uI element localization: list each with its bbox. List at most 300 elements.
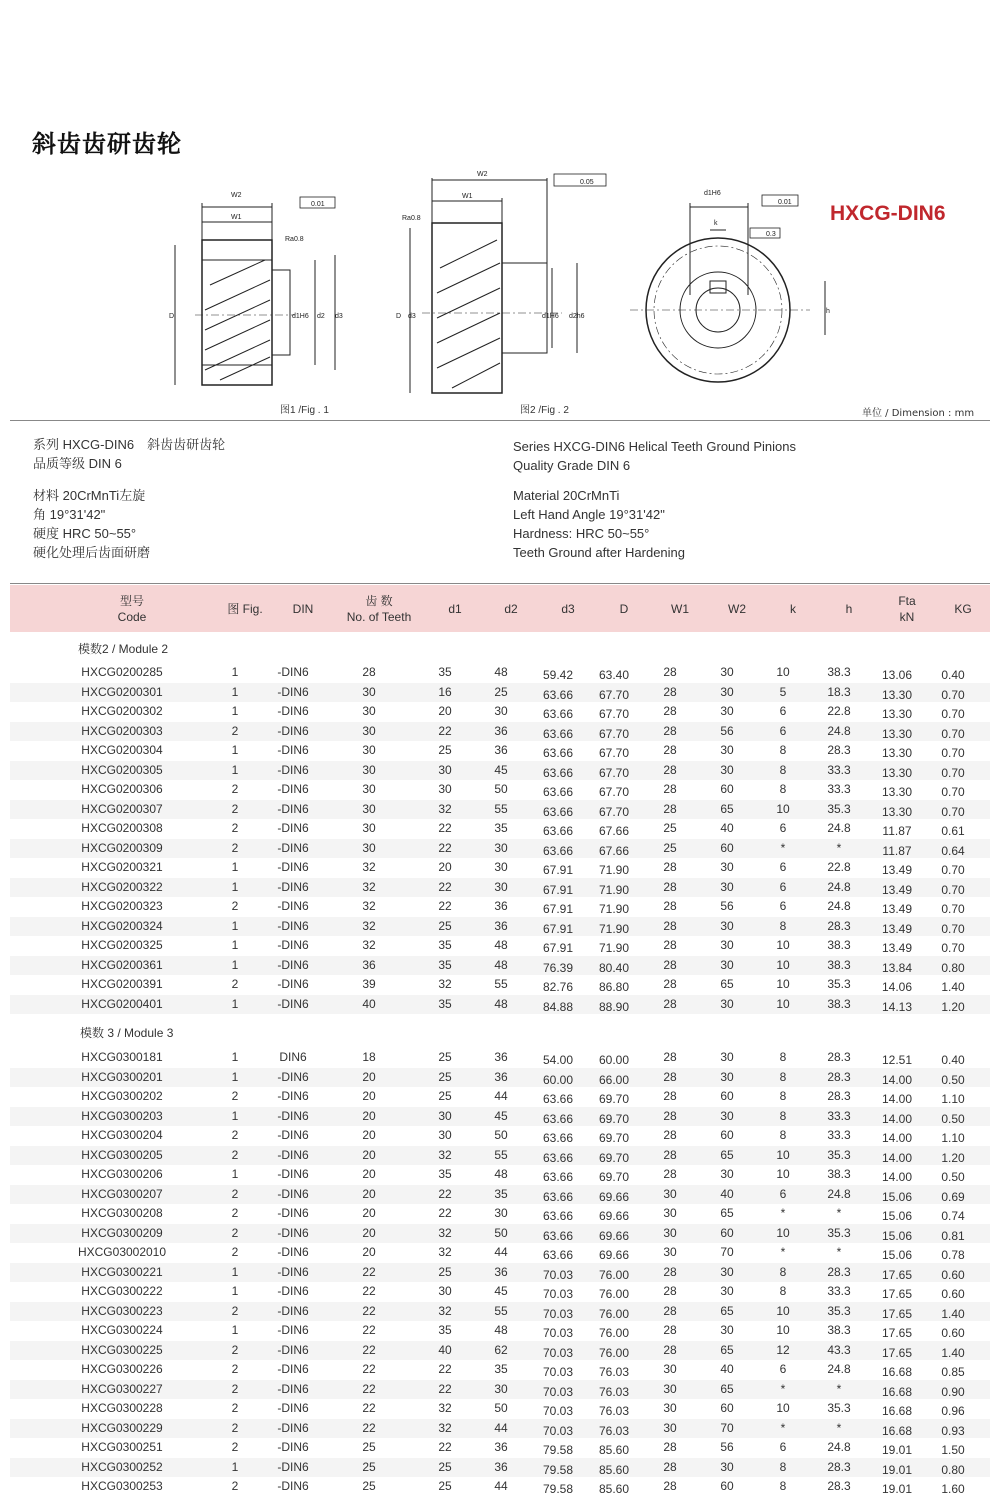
table-row (10, 956, 990, 976)
table-row (10, 663, 990, 683)
table-row (10, 1224, 990, 1244)
table-cell: 1 (231, 743, 239, 757)
table-cell: 76.00 (598, 1326, 630, 1340)
fig1-D-label: D (169, 313, 175, 320)
table-cell: 70.03 (542, 1404, 574, 1418)
table-cell: 22 (362, 1342, 376, 1357)
dimension-unit: 单位 / Dimension : mm (862, 408, 975, 419)
table-cell: -DIN6 (277, 723, 309, 738)
table-cell: 0.50 (941, 1170, 965, 1184)
table-cell: 22 (438, 1206, 452, 1220)
table-cell: 35 (438, 957, 452, 972)
table-cell: 0.60 (941, 1267, 965, 1282)
table-cell: 28 (663, 1303, 677, 1318)
table-cell: 60 (720, 1401, 734, 1415)
column-header-label: W2 (728, 601, 746, 616)
table-cell: 2 (231, 1381, 239, 1396)
table-row (10, 1282, 990, 1302)
table-cell: 28 (663, 1459, 677, 1474)
table-row (10, 1087, 990, 1107)
table-cell: 17.65 (881, 1326, 913, 1340)
spec-cn-line: 材料 20CrMnTi左旋 (33, 488, 146, 503)
table-cell: 30 (438, 1128, 452, 1142)
table-row (10, 683, 990, 703)
table-cell: 59.42 (542, 668, 574, 682)
fig3-k-label: k (714, 220, 718, 227)
table-cell: 60 (720, 840, 734, 855)
table-cell: 13.30 (881, 765, 913, 780)
table-cell: 63.66 (542, 804, 574, 819)
fig2-d1-label: d1H6 (542, 313, 559, 320)
table-cell: -DIN6 (277, 977, 309, 991)
table-cell: 22 (362, 1420, 376, 1435)
table-cell: 67.70 (598, 785, 630, 799)
table-cell: 22 (362, 1284, 376, 1298)
table-cell: 45 (494, 1108, 508, 1123)
table-cell: 76.03 (598, 1384, 630, 1399)
fig2-w1-label: W1 (462, 193, 473, 200)
table-cell: 0.61 (941, 824, 965, 838)
table-cell: 15.06 (881, 1209, 913, 1223)
table-cell: 32 (438, 1420, 452, 1435)
table-cell: 20 (362, 1069, 376, 1084)
table-cell: 40 (720, 821, 734, 835)
column-header-sublabel: Code (117, 609, 147, 624)
table-cell: DIN6 (279, 1050, 307, 1064)
table-cell: 30 (720, 1108, 734, 1123)
table-cell: 25 (438, 1479, 452, 1493)
table-cell: 80.40 (598, 960, 630, 975)
fig2-d2-label: d2h6 (569, 313, 585, 320)
table-cell: 11.87 (882, 824, 912, 838)
table-cell: 44 (494, 1089, 508, 1103)
table-cell: 71.90 (598, 921, 630, 936)
table-cell: 6 (779, 879, 787, 894)
table-cell: 6 (779, 899, 787, 913)
table-cell: 2 (231, 1440, 239, 1454)
table-cell: 10 (776, 1225, 790, 1240)
column-header-label: d1 (448, 601, 462, 616)
table-cell: 30 (438, 1108, 452, 1123)
table-cell: 30 (720, 918, 734, 933)
table-cell: HXCG0200309 (81, 840, 163, 855)
table-cell: 67.91 (542, 882, 574, 897)
table-cell: 14.06 (881, 980, 913, 994)
spec-en-line: Material 20CrMnTi (513, 488, 620, 503)
column-header (655, 585, 705, 632)
table-cell: 50 (494, 1401, 508, 1415)
table-cell: 2 (231, 977, 239, 991)
table-cell: 0.90 (941, 1384, 965, 1399)
table-cell: * (780, 840, 786, 855)
table-cell: 55 (494, 1303, 508, 1318)
table-cell: 10 (776, 1401, 790, 1415)
table-cell: 24.8 (827, 1362, 851, 1376)
table-cell: 30 (720, 1069, 734, 1084)
table-cell: 28 (663, 899, 677, 913)
table-cell: 25 (438, 918, 452, 933)
table-cell: 13.49 (881, 863, 913, 877)
table-cell: 0.81 (941, 1228, 965, 1243)
column-header (72, 585, 192, 632)
table-cell: 20 (362, 1206, 376, 1220)
table-cell: 0.70 (941, 687, 965, 702)
table-cell: 1 (231, 1264, 239, 1279)
table-cell: 0.60 (941, 1326, 965, 1340)
table-cell: 22 (362, 1323, 376, 1337)
table-cell: 50 (494, 1128, 508, 1142)
table-cell: -DIN6 (277, 860, 309, 874)
table-cell: HXCG0300252 (81, 1459, 163, 1474)
table-cell: 28 (663, 1284, 677, 1298)
table-cell: 36 (494, 1264, 508, 1279)
table-cell: HXCG0300225 (81, 1342, 163, 1357)
table-cell: 25 (362, 1459, 376, 1474)
table-cell: 70.03 (542, 1326, 574, 1340)
table-cell: HXCG0300208 (81, 1206, 163, 1220)
table-cell: 8 (779, 1089, 787, 1103)
table-cell: 18.3 (827, 684, 851, 699)
table-cell: 76.03 (598, 1365, 630, 1379)
table-cell: -DIN6 (277, 840, 309, 855)
table-cell: 86.80 (598, 980, 630, 994)
table-cell: HXCG0300204 (81, 1128, 163, 1142)
table-cell: 48 (494, 957, 508, 972)
table-cell: -DIN6 (277, 957, 309, 972)
table-cell: 6 (779, 704, 787, 718)
table-cell: 60.00 (598, 1053, 630, 1067)
table-cell: 20 (438, 704, 452, 718)
table-cell: 28.3 (827, 1089, 851, 1103)
table-cell: 35 (438, 1167, 452, 1181)
table-cell: 30 (494, 1206, 508, 1220)
table-cell: 67.91 (542, 941, 574, 955)
table-cell: 1 (231, 762, 239, 777)
table-cell: HXCG0300205 (81, 1147, 163, 1162)
table-cell: 18 (362, 1050, 376, 1064)
table-cell: 36 (494, 1069, 508, 1084)
table-row (10, 1380, 990, 1400)
table-cell: 0.96 (941, 1404, 965, 1418)
fig1-ra-label: Ra0.8 (285, 236, 304, 243)
table-cell: 32 (362, 899, 376, 913)
table-cell: 25 (663, 840, 677, 855)
table-cell: 28 (663, 762, 677, 777)
table-cell: 24.8 (827, 1186, 851, 1201)
table-cell: 6 (779, 1440, 787, 1454)
table-cell: 28 (663, 1108, 677, 1123)
table-cell: 38.3 (827, 957, 851, 972)
table-cell: 70.03 (542, 1365, 574, 1379)
fig3-tol2-label: 0.3 (766, 231, 776, 238)
table-cell: 20 (362, 1167, 376, 1181)
table-cell: -DIN6 (277, 1362, 309, 1376)
table-cell: HXCG0200321 (81, 860, 163, 874)
table-cell: 1 (231, 879, 239, 894)
table-cell: 20 (362, 1186, 376, 1201)
table-cell: 85.60 (598, 1482, 630, 1496)
table-cell: 20 (362, 1108, 376, 1123)
table-cell: 36 (494, 723, 508, 738)
table-cell: 0.70 (941, 804, 965, 819)
table-cell: 5 (779, 684, 787, 699)
table-cell: 1 (231, 684, 239, 699)
table-cell: 40 (720, 1362, 734, 1376)
table-cell: 25 (438, 1069, 452, 1084)
table-row (10, 1360, 990, 1380)
table-cell: 0.74 (941, 1209, 965, 1223)
table-cell: 13.30 (881, 707, 913, 721)
fig2-D-label: D (396, 313, 402, 320)
table-cell: -DIN6 (277, 1381, 309, 1396)
column-header (938, 585, 988, 632)
table-cell: 65 (720, 1342, 734, 1357)
table-cell: 14.00 (881, 1111, 913, 1126)
table-cell: 13.30 (881, 687, 913, 702)
table-cell: 76.00 (598, 1306, 630, 1321)
table-cell: 1.50 (941, 1443, 965, 1457)
table-cell: -DIN6 (277, 1089, 309, 1103)
spec-en-line: Series HXCG-DIN6 Helical Teeth Ground Pinions (513, 439, 796, 454)
table-cell: 67.91 (542, 863, 574, 877)
table-cell: 56 (720, 899, 734, 913)
column-header (334, 585, 424, 632)
table-cell: 45 (494, 1284, 508, 1298)
table-cell: 67.70 (598, 726, 630, 741)
spec-en-line: Left Hand Angle 19°31'42" (513, 507, 665, 522)
table-cell: HXCG0200306 (81, 782, 163, 796)
table-cell: 28 (663, 1323, 677, 1337)
table-cell: 30 (494, 704, 508, 718)
table-cell: 8 (779, 1128, 787, 1142)
table-cell: 1.40 (941, 1306, 965, 1321)
table-cell: 63.66 (542, 726, 574, 741)
table-cell: 8 (779, 762, 787, 777)
table-cell: 63.66 (542, 746, 574, 760)
table-cell: 30 (720, 1284, 734, 1298)
column-header (220, 585, 270, 632)
table-cell: 63.66 (542, 1228, 574, 1243)
table-cell: 36 (494, 1440, 508, 1454)
table-cell: 19.01 (881, 1482, 913, 1496)
table-cell: 2 (231, 1303, 239, 1318)
table-cell: 30 (438, 762, 452, 777)
table-cell: 30 (663, 1225, 677, 1240)
table-cell: 85.60 (598, 1443, 630, 1457)
table-cell: 69.70 (598, 1150, 630, 1165)
table-cell: -DIN6 (277, 1401, 309, 1415)
table-cell: * (836, 1206, 842, 1220)
table-cell: 30 (663, 1420, 677, 1435)
table-cell: 22 (362, 1401, 376, 1415)
table-cell: 63.66 (542, 687, 574, 702)
module-section-label: 模数2 / Module 2 (78, 642, 169, 656)
table-cell: 30 (362, 762, 376, 777)
table-cell: 1 (231, 1323, 239, 1337)
table-cell: 30 (362, 704, 376, 718)
table-cell: 45 (494, 762, 508, 777)
table-cell: 13.84 (881, 960, 913, 975)
spec-cn-line: 硬度 HRC 50~55° (33, 526, 137, 541)
table-cell: 30 (720, 879, 734, 894)
table-cell: 16 (438, 684, 452, 699)
table-cell: 30 (494, 840, 508, 855)
table-cell: 30 (438, 1284, 452, 1298)
table-cell: 11.87 (882, 843, 912, 858)
table-cell: HXCG0200285 (81, 665, 163, 679)
table-cell: 13.49 (881, 921, 913, 936)
table-cell: 8 (779, 743, 787, 757)
figure-2-drawing (392, 168, 612, 398)
table-cell: 65 (720, 801, 734, 816)
table-cell: 63.66 (542, 824, 574, 838)
table-cell: 35.3 (827, 801, 851, 816)
table-cell: 28 (663, 977, 677, 991)
table-cell: 2 (231, 1479, 239, 1493)
table-cell: 24.8 (827, 899, 851, 913)
table-row (10, 1146, 990, 1166)
table-cell: 1.20 (941, 999, 965, 1014)
column-header (879, 585, 935, 632)
table-cell: 14.00 (881, 1131, 913, 1145)
table-cell: 1 (231, 1108, 239, 1123)
table-cell: 14.13 (881, 999, 913, 1014)
table-cell: 28 (663, 704, 677, 718)
table-cell: 25 (362, 1440, 376, 1454)
table-cell: 30 (720, 762, 734, 777)
table-cell: 33.3 (827, 1128, 851, 1142)
table-cell: 38.3 (827, 996, 851, 1011)
table-cell: 13.30 (881, 804, 913, 819)
table-cell: 35.3 (827, 1401, 851, 1415)
table-cell: HXCG03002010 (77, 1245, 167, 1259)
table-cell: 13.30 (881, 726, 913, 741)
table-cell: 30 (720, 1323, 734, 1337)
table-cell: 63.66 (542, 707, 574, 721)
table-cell: 2 (231, 782, 239, 796)
table-cell: HXCG0300227 (81, 1381, 163, 1396)
table-cell: 0.70 (941, 863, 965, 877)
table-cell: 30 (663, 1245, 677, 1259)
spec-cn-line: 硬化处理后齿面研磨 (33, 545, 151, 560)
table-row (10, 878, 990, 898)
table-cell: 32 (438, 1303, 452, 1318)
table-cell: 28 (663, 1147, 677, 1162)
table-cell: 71.90 (598, 863, 630, 877)
table-cell: * (836, 1381, 842, 1396)
table-cell: 2 (231, 1206, 239, 1220)
table-cell: 28 (663, 860, 677, 874)
table-cell: 70.03 (542, 1423, 574, 1438)
table-cell: * (836, 840, 842, 855)
table-cell: 33.3 (827, 762, 851, 777)
column-header (486, 585, 536, 632)
table-cell: 32 (362, 860, 376, 874)
spec-en-line: Hardness: HRC 50~55° (513, 526, 650, 541)
table-cell: 76.03 (598, 1404, 630, 1418)
table-cell: 30 (720, 1167, 734, 1181)
table-cell: 44 (494, 1479, 508, 1493)
table-cell: 25 (438, 1264, 452, 1279)
table-cell: 22 (362, 1381, 376, 1396)
fig1-d1-label: d1H6 (292, 313, 309, 320)
table-cell: 0.70 (941, 902, 965, 916)
table-cell: 30 (663, 1381, 677, 1396)
table-cell: 70.03 (542, 1345, 574, 1360)
table-cell: 28 (663, 1050, 677, 1064)
table-cell: 19.01 (881, 1462, 913, 1477)
table-cell: 33.3 (827, 782, 851, 796)
table-cell: 35 (494, 1186, 508, 1201)
table-row (10, 1126, 990, 1146)
table-cell: 28 (663, 1069, 677, 1084)
table-row (10, 1243, 990, 1263)
table-cell: 28 (663, 782, 677, 796)
table-row (10, 741, 990, 761)
table-cell: 67.66 (598, 843, 630, 858)
table-cell: 2 (231, 899, 239, 913)
table-cell: 30 (663, 1186, 677, 1201)
column-header-label: KG (954, 601, 972, 616)
table-cell: -DIN6 (277, 1459, 309, 1474)
table-cell: HXCG0300228 (81, 1401, 163, 1415)
table-cell: -DIN6 (277, 1284, 309, 1298)
table-cell: -DIN6 (277, 1167, 309, 1181)
table-cell: 76.39 (542, 960, 574, 975)
table-cell: 65 (720, 1147, 734, 1162)
table-cell: -DIN6 (277, 665, 309, 679)
table-cell: 6 (779, 1186, 787, 1201)
table-row (10, 800, 990, 820)
table-row (10, 897, 990, 917)
table-cell: 8 (779, 782, 787, 796)
column-header-label: h (845, 601, 853, 616)
figure-1-caption: 图1 /Fig . 1 (280, 405, 329, 416)
table-cell: 30 (663, 1362, 677, 1376)
table-cell: 60 (720, 1479, 734, 1493)
table-cell: 30 (720, 684, 734, 699)
table-cell: 65 (720, 1381, 734, 1396)
table-cell: 60 (720, 1225, 734, 1240)
table-cell: 63.66 (542, 1092, 574, 1106)
table-cell: -DIN6 (277, 1069, 309, 1084)
table-cell: 88.90 (598, 999, 630, 1014)
table-cell: 67.91 (542, 921, 574, 936)
table-cell: 22.8 (827, 704, 851, 718)
table-cell: HXCG0300222 (81, 1284, 163, 1298)
table-cell: 15.06 (881, 1228, 913, 1243)
table-cell: -DIN6 (277, 743, 309, 757)
table-cell: HXCG0300221 (81, 1264, 163, 1279)
table-cell: 28 (663, 1440, 677, 1454)
table-cell: 40 (438, 1342, 452, 1357)
table-cell: -DIN6 (277, 782, 309, 796)
table-cell: 1 (231, 957, 239, 972)
table-cell: 8 (779, 1479, 787, 1493)
table-cell: 30 (494, 879, 508, 894)
table-cell: 32 (438, 977, 452, 991)
table-cell: -DIN6 (277, 1440, 309, 1454)
table-cell: 28.3 (827, 1264, 851, 1279)
table-cell: 28.3 (827, 1069, 851, 1084)
table-cell: 79.58 (542, 1443, 574, 1457)
table-cell: 22 (438, 899, 452, 913)
table-cell: 24.8 (827, 1440, 851, 1454)
table-cell: 69.66 (598, 1189, 630, 1204)
spec-cn-line: 系列 HXCG-DIN6 斜齿齿研齿轮 (33, 437, 226, 452)
table-cell: 1.20 (941, 1150, 965, 1165)
table-cell: 76.00 (598, 1287, 630, 1301)
